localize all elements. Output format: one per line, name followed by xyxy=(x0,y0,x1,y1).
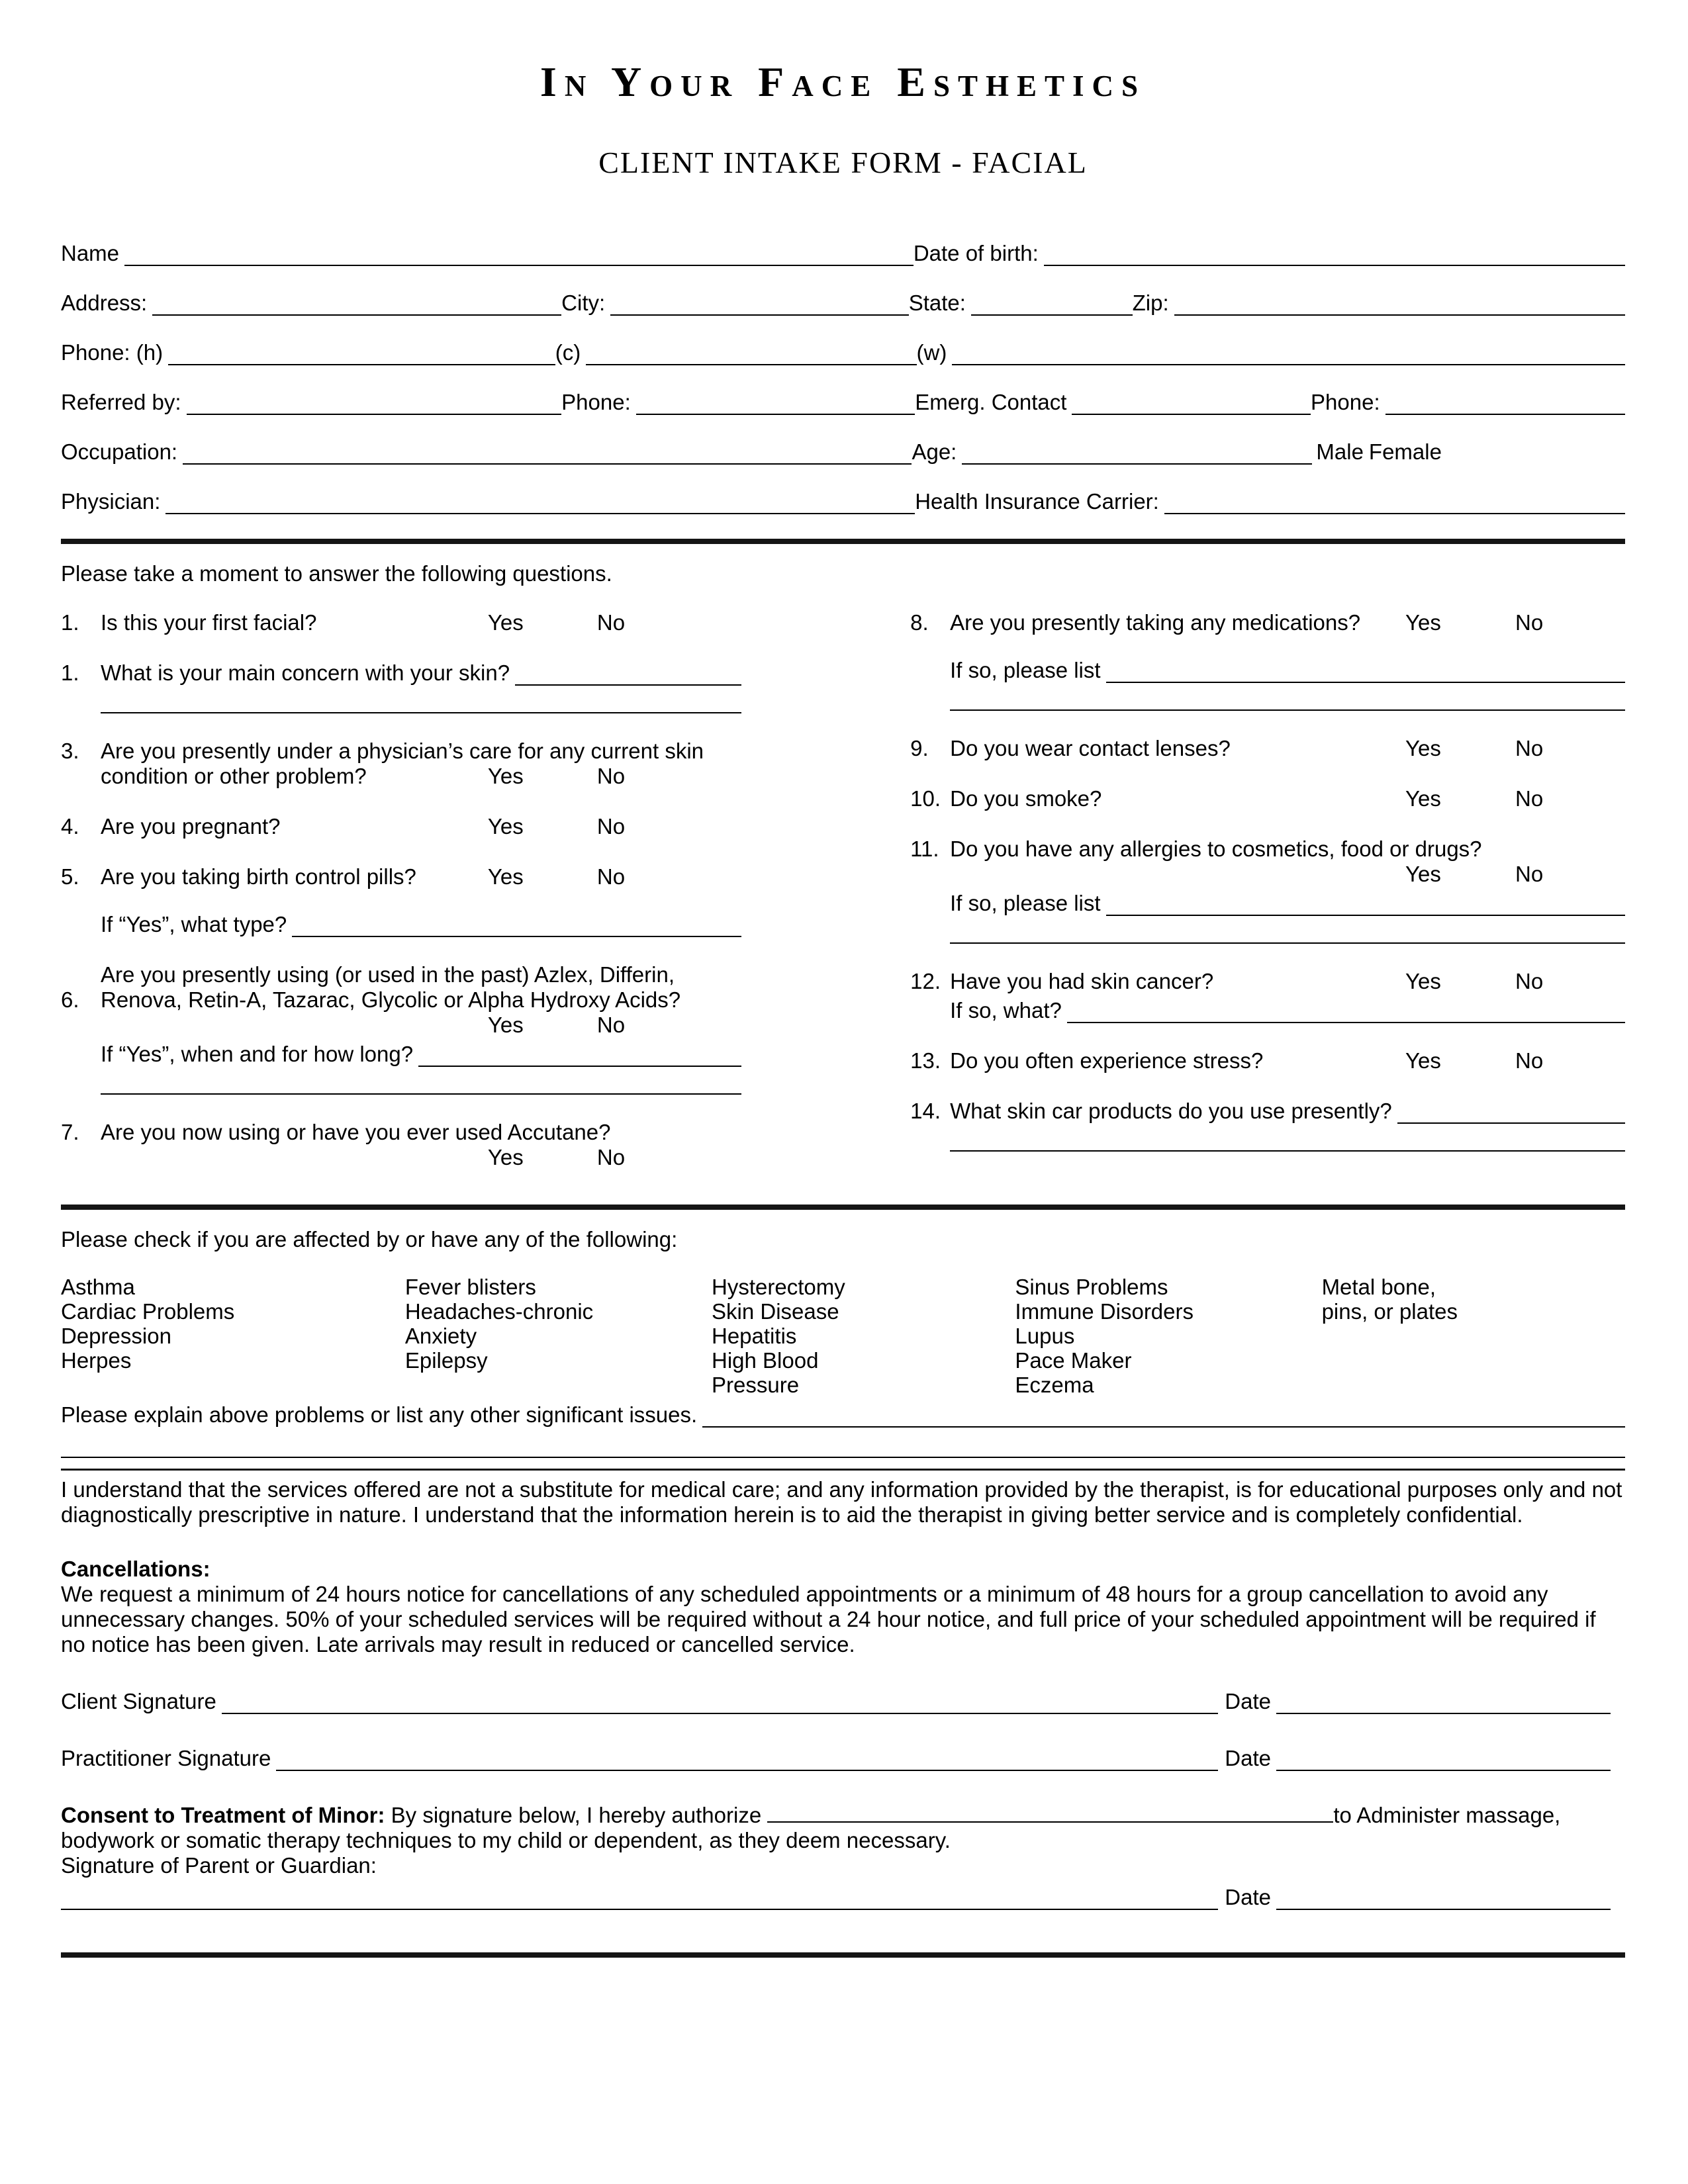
occupation-label: Occupation: xyxy=(61,439,178,464)
condition-option[interactable]: Epilepsy xyxy=(404,1348,488,1373)
form-row xyxy=(61,390,1625,415)
no-option[interactable]: No xyxy=(1515,862,1544,886)
city-field xyxy=(561,291,909,316)
practitioner-signature-label: Practitioner Signature xyxy=(61,1746,271,1770)
insurance-field xyxy=(915,489,1625,514)
emerg-contact-label: Emerg. Contact xyxy=(915,390,1067,414)
date-label: Date xyxy=(1225,1689,1271,1713)
question-number: 14. xyxy=(910,1099,941,1123)
question-6 xyxy=(61,962,741,1095)
form-row xyxy=(61,439,1625,465)
no-option[interactable]: No xyxy=(596,764,626,788)
questions-left-column xyxy=(61,610,741,1195)
answer-line[interactable] xyxy=(418,1061,741,1067)
form-row xyxy=(61,241,1625,266)
yes-option[interactable]: Yes xyxy=(1405,1048,1441,1073)
no-option[interactable]: No xyxy=(1515,736,1544,760)
no-option[interactable]: No xyxy=(1515,1048,1544,1073)
yes-option[interactable]: Yes xyxy=(487,610,524,635)
form-row xyxy=(61,291,1625,316)
contact-section xyxy=(61,241,1625,514)
answer-line[interactable] xyxy=(292,931,741,937)
date-label: Date xyxy=(1225,1746,1271,1770)
phone-home-label: Phone: (h) xyxy=(61,340,164,365)
condition-option[interactable]: Hepatitis xyxy=(712,1324,797,1348)
occupation-input-line[interactable] xyxy=(183,459,912,465)
question-text: Are you presently taking any medications? xyxy=(950,610,1361,635)
condition-option[interactable]: Skin Disease xyxy=(712,1299,839,1324)
question-sub-label: If “Yes”, when and for how long? xyxy=(101,1042,414,1066)
condition-option[interactable]: Immune Disorders xyxy=(1015,1299,1194,1324)
practitioner-signature-line[interactable] xyxy=(276,1765,1218,1771)
question-1 xyxy=(61,610,741,635)
question-number: 12. xyxy=(910,969,941,993)
condition-option[interactable]: Eczema xyxy=(1015,1373,1094,1397)
phone-home-field xyxy=(61,340,555,365)
question-14 xyxy=(910,1099,1625,1152)
question-text: Are you taking birth control pills? xyxy=(101,864,416,889)
condition-option[interactable]: Fever blisters xyxy=(404,1275,536,1299)
condition-option[interactable]: Asthma xyxy=(61,1275,135,1299)
answer-line[interactable] xyxy=(101,1067,741,1095)
no-option[interactable]: No xyxy=(1515,786,1544,811)
name-field xyxy=(61,241,914,266)
yes-option[interactable]: Yes xyxy=(1405,736,1441,760)
form-title: CLIENT INTAKE FORM - FACIAL xyxy=(598,146,1088,179)
phone-work-input-line[interactable] xyxy=(952,359,1625,365)
authorize-input-line[interactable] xyxy=(767,1819,1333,1823)
cancellations-text: We request a minimum of 24 hours notice for cancellations of any scheduled appointments or a minimum of 48 hours for a group cancellation to avoid any unnecessary changes. 50% of your scheduled services will be required without a 24 hour notice, and full price of your scheduled appointment will be required if no notice has been given. Late arrivals may result in reduced or cancelled service. xyxy=(61,1582,1596,1657)
answer-line[interactable] xyxy=(1397,1118,1625,1124)
gender-field xyxy=(1312,439,1625,465)
referred-by-input-line[interactable] xyxy=(187,409,562,415)
question-12 xyxy=(910,969,1625,1023)
question-text: Do you often experience stress? xyxy=(950,1048,1264,1073)
checklist-column xyxy=(1015,1275,1321,1397)
phone-cell-input-line[interactable] xyxy=(586,359,916,365)
referred-phone-input-line[interactable] xyxy=(636,409,915,415)
question-13 xyxy=(910,1048,1625,1073)
answer-line[interactable] xyxy=(950,683,1625,711)
yes-option[interactable]: Yes xyxy=(1405,862,1441,886)
question-7 xyxy=(61,1120,741,1170)
zip-label: Zip: xyxy=(1132,291,1169,315)
question-number: 1. xyxy=(61,660,79,685)
question-number: 3. xyxy=(61,739,79,763)
checklist-column xyxy=(405,1275,712,1397)
guardian-date-line[interactable] xyxy=(1276,1904,1611,1910)
question-text: Do you have any allergies to cosmetics, food or drugs? xyxy=(950,837,1482,861)
yes-option[interactable]: Yes xyxy=(1405,610,1441,635)
question-sub-label: If so, what? xyxy=(950,998,1062,1023)
client-signature-label: Client Signature xyxy=(61,1689,216,1713)
question-number: 4. xyxy=(61,814,79,839)
city-input-line[interactable] xyxy=(610,310,909,316)
minor-consent-heading: Consent to Treatment of Minor: xyxy=(61,1803,385,1827)
age-input-line[interactable] xyxy=(962,459,1312,465)
age-field xyxy=(912,439,1312,465)
date-label: Date xyxy=(1225,1885,1271,1909)
questions-intro: Please take a moment to answer the following questions. xyxy=(61,561,612,586)
question-number: 13. xyxy=(910,1048,941,1073)
client-signature-line[interactable] xyxy=(222,1708,1218,1714)
question-10 xyxy=(910,786,1625,811)
explain-field xyxy=(61,1402,1625,1428)
condition-option[interactable]: High Blood xyxy=(712,1348,819,1373)
yes-option[interactable]: Yes xyxy=(1405,969,1441,993)
question-number: 7. xyxy=(61,1120,79,1144)
question-4 xyxy=(61,814,741,839)
questions-right-column xyxy=(910,610,1625,1195)
minor-consent-lead: By signature below, I hereby authorize xyxy=(391,1803,762,1827)
yes-option[interactable]: Yes xyxy=(487,1145,524,1169)
questions-section xyxy=(61,610,1625,1195)
question-text: What is your main concern with your skin? xyxy=(101,660,510,685)
state-input-line[interactable] xyxy=(971,310,1133,316)
no-option[interactable]: No xyxy=(596,814,626,839)
question-8 xyxy=(910,610,1625,711)
zip-input-line[interactable] xyxy=(1174,310,1625,316)
condition-option[interactable]: Metal bone, xyxy=(1321,1275,1436,1299)
condition-option[interactable]: Lupus xyxy=(1015,1324,1075,1348)
condition-option[interactable]: Headaches-chronic xyxy=(404,1299,594,1324)
referred-phone-label: Phone: xyxy=(561,390,631,414)
phone-work-field xyxy=(917,340,1625,365)
phone-cell-field xyxy=(555,340,917,365)
question-sub-label: If so, please list xyxy=(950,891,1101,915)
question-3 xyxy=(61,739,741,789)
referred-phone-field xyxy=(561,390,915,415)
question-5 xyxy=(61,864,741,937)
condition-option[interactable]: Pressure xyxy=(712,1373,800,1397)
yes-option[interactable]: Yes xyxy=(1405,786,1441,811)
emerg-phone-field xyxy=(1311,390,1625,415)
address-input-line[interactable] xyxy=(152,310,561,316)
question-2 xyxy=(61,660,741,713)
cancellations-heading: Cancellations: xyxy=(61,1557,211,1581)
no-option[interactable]: No xyxy=(596,610,626,635)
explain-input-line[interactable] xyxy=(702,1422,1625,1428)
client-signature-row xyxy=(61,1689,1625,1714)
dob-input-line[interactable] xyxy=(1044,260,1625,266)
conditions-checklist xyxy=(61,1275,1625,1397)
business-name: In Your Face Esthetics xyxy=(539,58,1147,105)
question-sub-label: If so, please list xyxy=(950,658,1101,682)
answer-line[interactable] xyxy=(1106,677,1625,683)
age-label: Age: xyxy=(912,439,957,464)
question-number: 1. xyxy=(61,610,79,635)
answer-line[interactable] xyxy=(515,680,741,686)
question-text: Have you had skin cancer? xyxy=(950,969,1214,993)
minor-consent-paragraph xyxy=(61,1803,1625,1853)
no-option[interactable]: No xyxy=(596,1145,626,1169)
phone-cell-label: (c) xyxy=(555,340,581,365)
yes-option[interactable]: Yes xyxy=(487,864,524,889)
checklist-column xyxy=(61,1275,405,1397)
referred-by-label: Referred by: xyxy=(61,390,181,414)
guardian-signature-label: Signature of Parent or Guardian: xyxy=(61,1853,377,1878)
emerg-phone-input-line[interactable] xyxy=(1385,409,1625,415)
zip-field xyxy=(1133,291,1625,316)
no-option[interactable]: No xyxy=(596,864,626,889)
question-text: Do you smoke? xyxy=(950,786,1102,811)
practitioner-signature-row xyxy=(61,1746,1625,1771)
question-text: Do you wear contact lenses? xyxy=(950,736,1231,760)
checklist-intro: Please check if you are affected by or have any of the following: xyxy=(61,1227,678,1251)
bottom-divider xyxy=(61,1952,1625,1958)
city-label: City: xyxy=(561,291,606,315)
question-11 xyxy=(910,837,1625,944)
no-option[interactable]: No xyxy=(1515,610,1544,635)
dob-field xyxy=(914,241,1625,266)
physician-label: Physician: xyxy=(61,489,161,514)
no-option[interactable]: No xyxy=(596,1013,626,1037)
yes-option[interactable]: Yes xyxy=(487,1013,524,1037)
answer-line[interactable] xyxy=(950,1124,1625,1152)
question-number: 10. xyxy=(910,786,941,811)
address-field xyxy=(61,291,561,316)
question-text: condition or other problem? xyxy=(101,764,367,788)
yes-option[interactable]: Yes xyxy=(487,814,524,839)
question-number: 11. xyxy=(910,837,939,861)
question-text: Are you now using or have you ever used Accutane? xyxy=(101,1120,611,1144)
yes-option[interactable]: Yes xyxy=(487,764,524,788)
guardian-signature-row xyxy=(61,1885,1625,1910)
male-option[interactable]: Male xyxy=(1316,439,1364,464)
disclaimer-text: I understand that the services offered are not a substitute for medical care; and any information provided by the therapist, is for educational purposes only and not diagnostically prescriptive in nature. I understand that the information herein is to aid the therapist in giving better service and is completely confidential. xyxy=(61,1477,1622,1527)
phone-home-input-line[interactable] xyxy=(168,359,555,365)
state-field xyxy=(909,291,1133,316)
checklist-column xyxy=(1322,1275,1625,1397)
name-label: Name xyxy=(61,241,120,265)
question-text: Is this your first facial? xyxy=(101,610,317,635)
explain-input-line-2[interactable] xyxy=(61,1428,1625,1458)
dob-label: Date of birth: xyxy=(913,241,1039,265)
checklist-column xyxy=(712,1275,1015,1397)
condition-option[interactable]: Herpes xyxy=(61,1348,132,1373)
explain-label: Please explain above problems or list any other significant issues. xyxy=(61,1402,698,1427)
female-option[interactable]: Female xyxy=(1368,439,1442,464)
question-sub-label: If “Yes”, what type? xyxy=(101,912,287,936)
no-option[interactable]: No xyxy=(1515,969,1544,993)
insurance-label: Health Insurance Carrier: xyxy=(915,489,1159,514)
condition-option[interactable]: Hysterectomy xyxy=(712,1275,845,1299)
insurance-input-line[interactable] xyxy=(1164,508,1625,514)
physician-field xyxy=(61,489,915,514)
question-text: Are you presently under a physician’s care for any current skin xyxy=(101,739,704,763)
occupation-field xyxy=(61,439,912,465)
question-number: 5. xyxy=(61,864,79,889)
client-date-line[interactable] xyxy=(1276,1708,1611,1714)
condition-option[interactable]: Sinus Problems xyxy=(1015,1275,1168,1299)
form-row xyxy=(61,489,1625,514)
question-text: What skin car products do you use presently? xyxy=(950,1099,1392,1123)
phone-work-label: (w) xyxy=(916,340,947,365)
physician-input-line[interactable] xyxy=(165,508,915,514)
answer-line[interactable] xyxy=(950,916,1625,944)
answer-line[interactable] xyxy=(1067,1017,1625,1023)
section-divider-thin xyxy=(61,1469,1625,1471)
name-input-line[interactable] xyxy=(124,260,914,266)
section-divider xyxy=(61,1205,1625,1210)
minor-consent-tail: to Administer massage, bodywork or somatic therapy techniques to my child or dependent, as they deem necessary. xyxy=(61,1803,1561,1852)
condition-option[interactable]: Depression xyxy=(61,1324,171,1348)
condition-option[interactable]: Pace Maker xyxy=(1015,1348,1132,1373)
section-divider xyxy=(61,539,1625,544)
condition-option[interactable]: Cardiac Problems xyxy=(61,1299,235,1324)
condition-option[interactable]: Anxiety xyxy=(404,1324,477,1348)
state-label: State: xyxy=(908,291,966,315)
emerg-contact-field xyxy=(915,390,1311,415)
address-label: Address: xyxy=(61,291,148,315)
answer-line[interactable] xyxy=(101,686,741,713)
form-row xyxy=(61,340,1625,365)
emerg-contact-input-line[interactable] xyxy=(1072,409,1311,415)
question-9 xyxy=(910,736,1625,761)
practitioner-date-line[interactable] xyxy=(1276,1765,1611,1771)
answer-line[interactable] xyxy=(1106,910,1625,916)
emerg-phone-label: Phone: xyxy=(1311,390,1380,414)
question-number: 8. xyxy=(910,610,929,635)
question-number: 6. xyxy=(61,987,79,1012)
guardian-signature-line[interactable] xyxy=(61,1904,1218,1910)
condition-option[interactable]: pins, or plates xyxy=(1321,1299,1458,1324)
question-text: Are you presently using (or used in the past) Azlex, Differin, Renova, Retin-A, Tazarac, Glycolic or Alpha Hydroxy Acids? xyxy=(101,962,681,1012)
referred-by-field xyxy=(61,390,561,415)
question-text: Are you pregnant? xyxy=(101,814,281,839)
question-number: 9. xyxy=(910,736,929,760)
